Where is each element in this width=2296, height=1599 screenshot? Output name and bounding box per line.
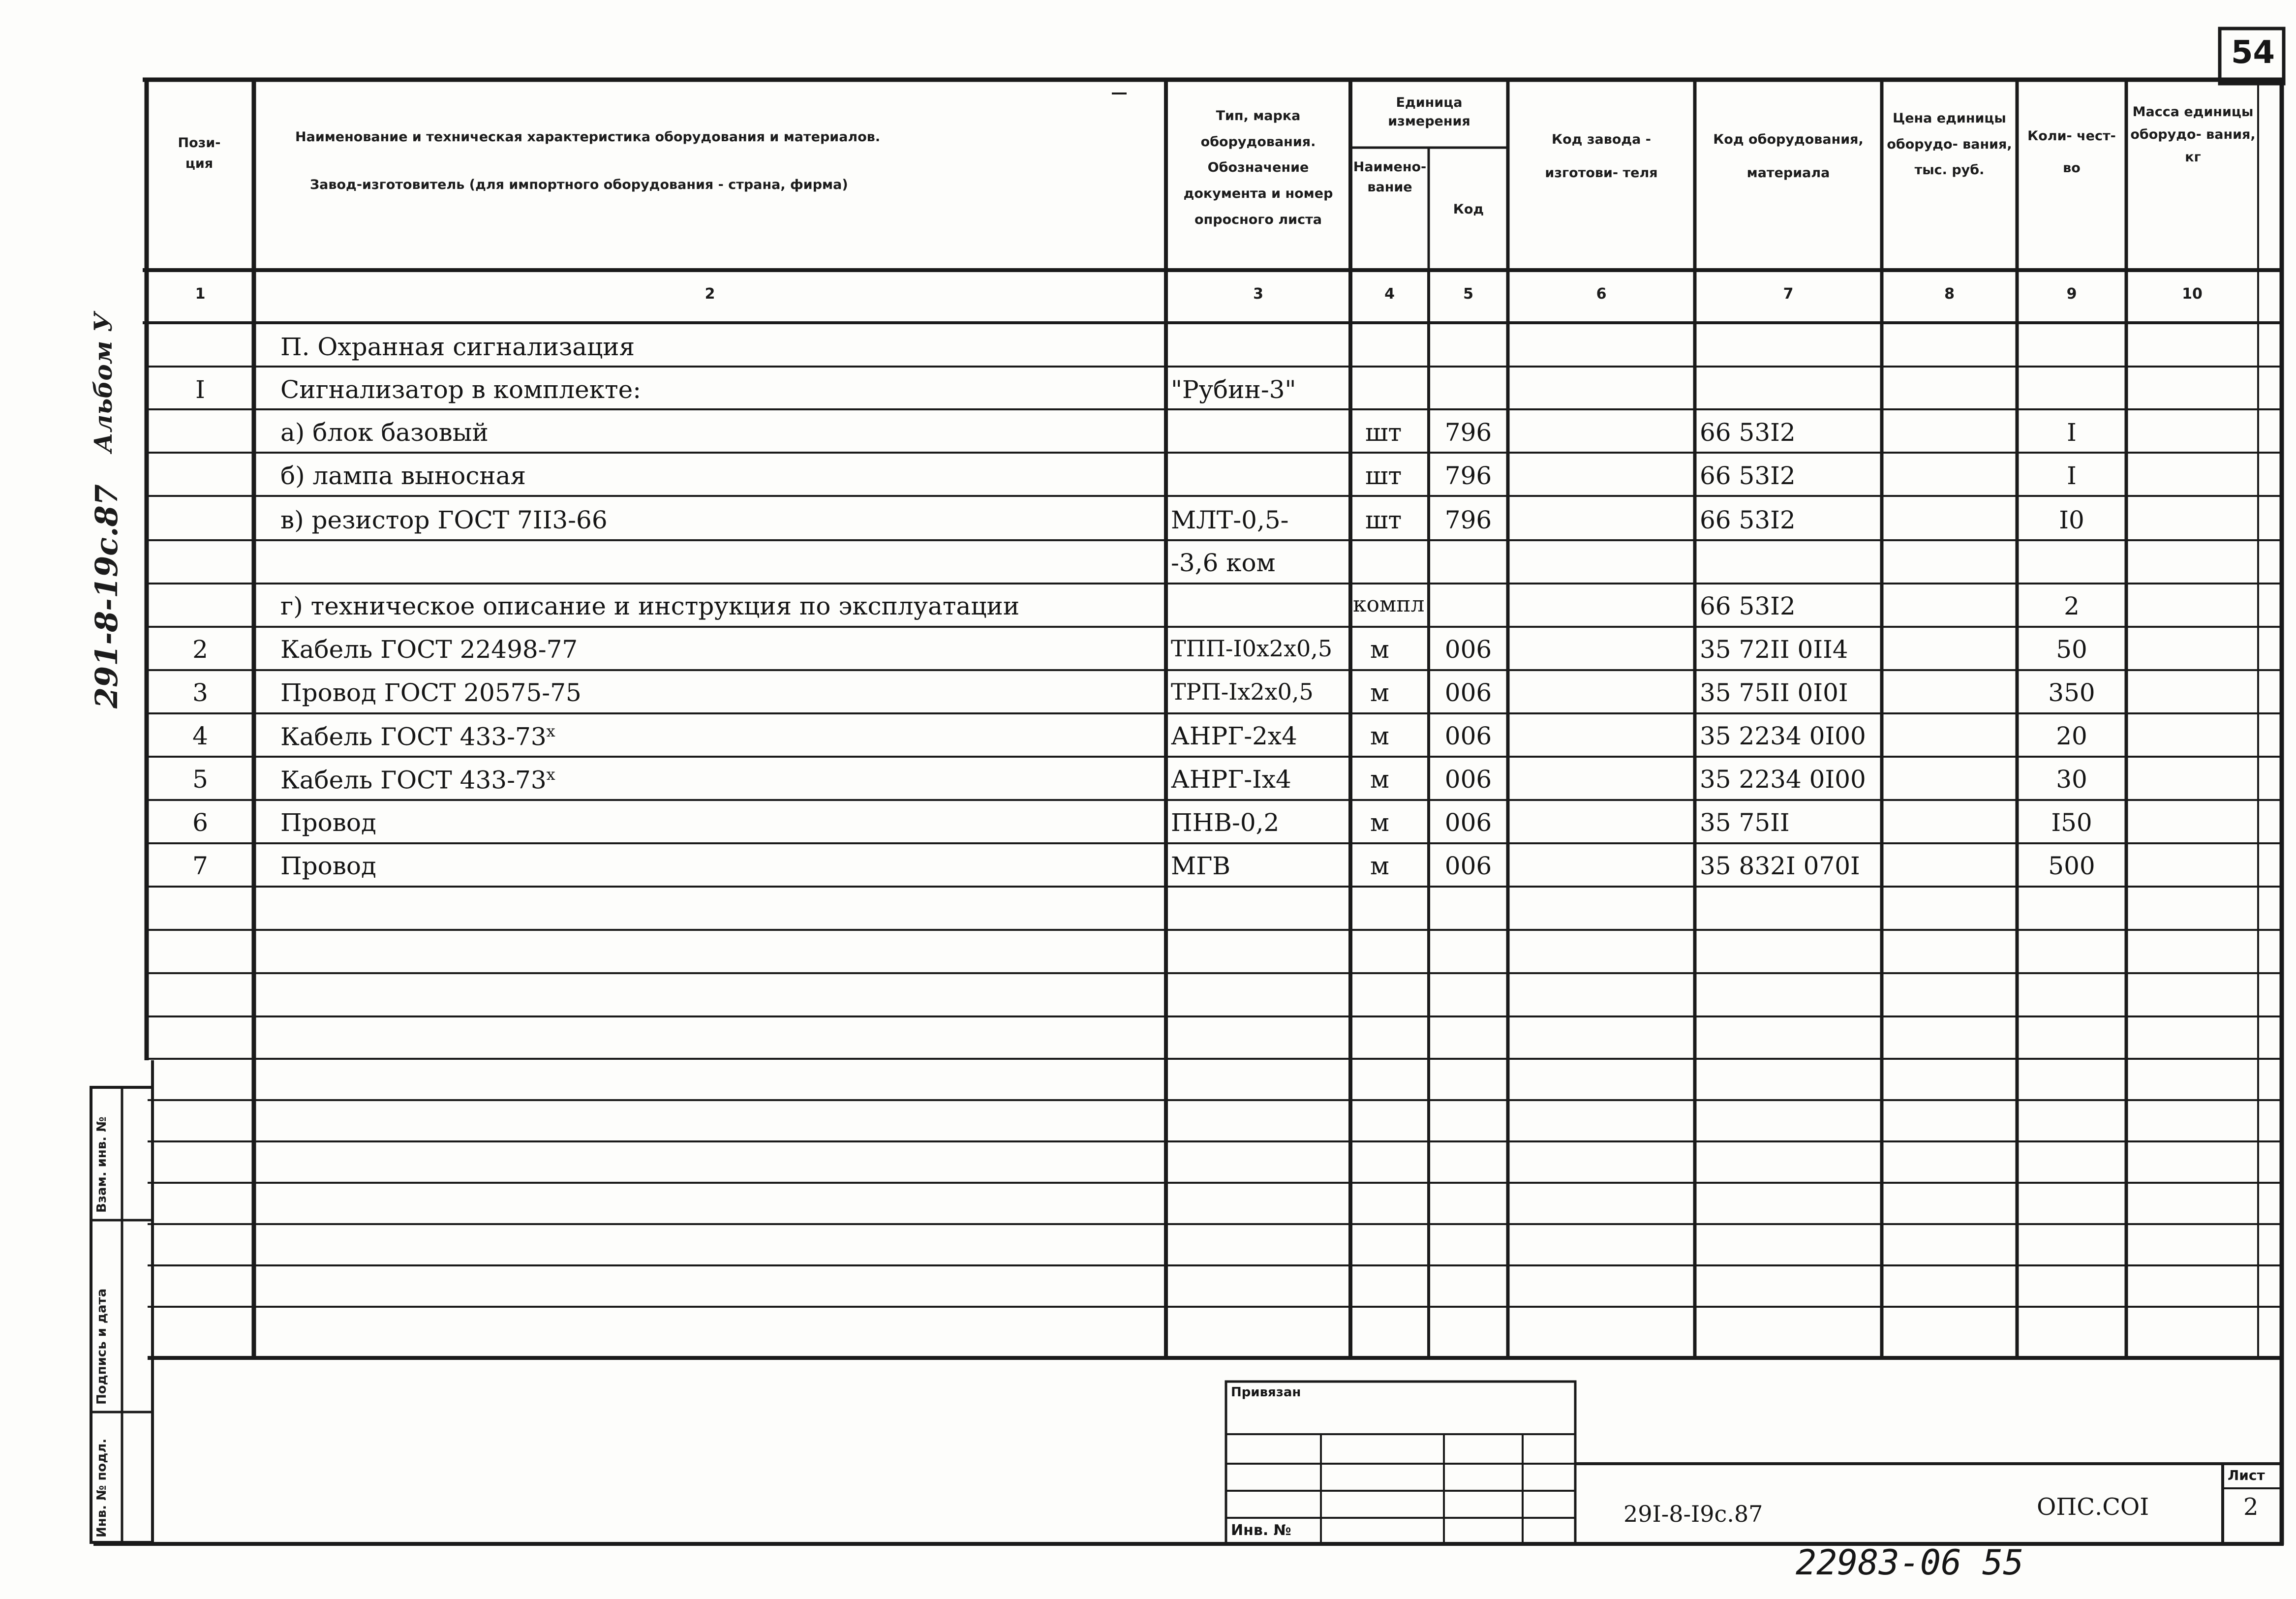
col-number: 7 bbox=[1783, 285, 1794, 303]
row-quantity: 350 bbox=[2048, 678, 2095, 707]
col-number: 10 bbox=[2182, 285, 2203, 303]
row-unit-code: 796 bbox=[1444, 461, 1492, 490]
row-unit: м bbox=[1370, 808, 1389, 837]
row-type: АНРГ-2x4 bbox=[1171, 722, 1297, 750]
row-quantity: I bbox=[2067, 418, 2077, 447]
row-material-code: 66 53I2 bbox=[1700, 506, 1796, 534]
row-position: 6 bbox=[192, 808, 208, 837]
row-material-code: 35 2234 0I00 bbox=[1700, 722, 1866, 750]
row-type: "Рубин-3" bbox=[1171, 375, 1296, 404]
row-unit: м bbox=[1370, 765, 1389, 794]
row-name bbox=[280, 765, 555, 795]
side-box-inv: Инв. № подл. bbox=[94, 1438, 109, 1538]
row-quantity: 30 bbox=[2056, 765, 2087, 794]
row-unit: м bbox=[1370, 635, 1389, 664]
col-number: 4 bbox=[1384, 285, 1395, 303]
row-unit-code: 006 bbox=[1444, 808, 1492, 837]
row-name-superscript: x bbox=[546, 722, 555, 740]
side-box-podpis: Подпись и дата bbox=[94, 1288, 109, 1405]
row-name: П. Охранная сигнализация bbox=[280, 333, 635, 361]
header-name-line2: Завод-изготовитель (для импортного оборудования - страна, фирма) bbox=[310, 177, 848, 192]
stamp-inv: Инв. № bbox=[1231, 1522, 1291, 1539]
row-type: ТРП-Ix2x0,5 bbox=[1171, 678, 1314, 705]
row-name: Сигнализатор в комплекте: bbox=[280, 375, 642, 404]
row-unit-code: 006 bbox=[1444, 765, 1492, 794]
header-mass: Масса единицы оборудо- вания, кг bbox=[2130, 104, 2256, 165]
row-material-code: 66 53I2 bbox=[1700, 461, 1796, 490]
row-name: Кабель ГОСТ 22498-77 bbox=[280, 635, 578, 664]
row-quantity: I bbox=[2067, 461, 2077, 490]
row-type: МГВ bbox=[1171, 852, 1231, 880]
row-quantity: I0 bbox=[2059, 506, 2084, 534]
row-unit-code: 006 bbox=[1444, 852, 1492, 880]
row-name: а) блок базовый bbox=[280, 418, 489, 447]
stamp-privyazan: Привязан bbox=[1231, 1385, 1301, 1400]
header-maker-code: Код завода - изготови- теля bbox=[1545, 132, 1658, 181]
row-unit: шт bbox=[1365, 461, 1402, 490]
row-unit: шт bbox=[1365, 418, 1402, 447]
row-quantity: I50 bbox=[2051, 808, 2092, 837]
album-label: Альбом У bbox=[89, 312, 118, 453]
row-name: Провод bbox=[280, 852, 376, 880]
col-number: 9 bbox=[2066, 285, 2077, 303]
sheet-number: 2 bbox=[2243, 1493, 2259, 1521]
row-material-code: 35 72II 0II4 bbox=[1700, 635, 1848, 664]
header-unit-name: Наимено- вание bbox=[1353, 159, 1427, 195]
row-position: 5 bbox=[192, 765, 208, 794]
row-material-code: 66 53I2 bbox=[1700, 592, 1796, 620]
row-type: МЛТ-0,5- bbox=[1171, 506, 1289, 534]
row-name: б) лампа выносная bbox=[280, 461, 526, 490]
row-name: г) техническое описание и инструкция по эксплуатации bbox=[280, 592, 1020, 620]
row-material-code: 35 75II 0I0I bbox=[1700, 678, 1848, 707]
header-quantity: Коли- чест- во bbox=[2027, 128, 2116, 176]
col-number: 2 bbox=[704, 285, 715, 303]
col-number: 1 bbox=[195, 285, 206, 303]
row-unit: шт bbox=[1365, 506, 1402, 534]
row-position: 7 bbox=[192, 852, 208, 880]
row-type: ТПП-I0x2x0,5 bbox=[1171, 635, 1333, 662]
header-equipment-code: Код оборудования, материала bbox=[1713, 132, 1864, 181]
row-name-text: Кабель ГОСТ 433-73 bbox=[280, 722, 547, 751]
doc-mark: ОПС.СОI bbox=[2037, 1493, 2149, 1521]
album-code: 291-8-19с.87 bbox=[89, 484, 124, 708]
sheet-label: Лист bbox=[2228, 1467, 2265, 1483]
header-name-line1: Наименование и техническая характеристика оборудования и материалов. bbox=[295, 129, 881, 145]
header-price: Цена единицы оборудо- вания, тыс. руб. bbox=[1887, 111, 2012, 178]
row-unit: м bbox=[1370, 678, 1389, 707]
row-unit: м bbox=[1370, 722, 1389, 750]
row-unit: м bbox=[1370, 852, 1389, 880]
col-number: 3 bbox=[1253, 285, 1263, 303]
row-name-text: Кабель ГОСТ 433-73 bbox=[280, 766, 547, 795]
row-material-code: 35 832I 070I bbox=[1700, 852, 1860, 880]
row-unit: компл bbox=[1353, 592, 1425, 617]
row-position: 2 bbox=[192, 635, 208, 664]
row-unit-code: 796 bbox=[1444, 418, 1492, 447]
col-number: 6 bbox=[1596, 285, 1607, 303]
header-units: Единица измерения bbox=[1388, 95, 1470, 129]
row-position: 3 bbox=[192, 678, 208, 707]
row-quantity: 50 bbox=[2056, 635, 2087, 664]
row-material-code: 35 2234 0I00 bbox=[1700, 765, 1866, 794]
row-quantity: 20 bbox=[2056, 722, 2087, 750]
row-name: Провод bbox=[280, 808, 376, 837]
page-number: 54 bbox=[2231, 34, 2275, 71]
row-position: I bbox=[195, 375, 205, 404]
row-material-code: 66 53I2 bbox=[1700, 418, 1796, 447]
col-number: 8 bbox=[1944, 285, 1955, 303]
row-unit-code: 796 bbox=[1444, 506, 1492, 534]
header-type: Тип, марка оборудования. Обозначение документа и номер опросного листа bbox=[1183, 108, 1333, 227]
row-name: Провод ГОСТ 20575-75 bbox=[280, 678, 582, 707]
row-material-code: 35 75II bbox=[1700, 808, 1790, 837]
header-pozitsiya: Пози- ция bbox=[178, 135, 221, 171]
row-quantity: 500 bbox=[2048, 852, 2095, 880]
row-name bbox=[280, 722, 555, 751]
row-type: ПНВ-0,2 bbox=[1171, 808, 1280, 837]
row-unit-code: 006 bbox=[1444, 635, 1492, 664]
doc-code: 29I-8-I9с.87 bbox=[1623, 1501, 1763, 1527]
row-name: в) резистор ГОСТ 7II3-66 bbox=[280, 506, 608, 534]
row-position: 4 bbox=[192, 722, 208, 750]
row-quantity: 2 bbox=[2064, 592, 2080, 620]
row-type: АНРГ-Ix4 bbox=[1171, 765, 1291, 794]
side-box-vzam: Взам. инв. № bbox=[94, 1116, 109, 1213]
row-type: -3,6 ком bbox=[1171, 549, 1276, 577]
col-number: 5 bbox=[1463, 285, 1473, 303]
header-unit-code: Код bbox=[1453, 202, 1484, 217]
row-unit-code: 006 bbox=[1444, 722, 1492, 750]
row-unit-code: 006 bbox=[1444, 678, 1492, 707]
row-name-superscript: x bbox=[546, 765, 555, 784]
archive-number: 22983-06 55 bbox=[1796, 1542, 2024, 1583]
